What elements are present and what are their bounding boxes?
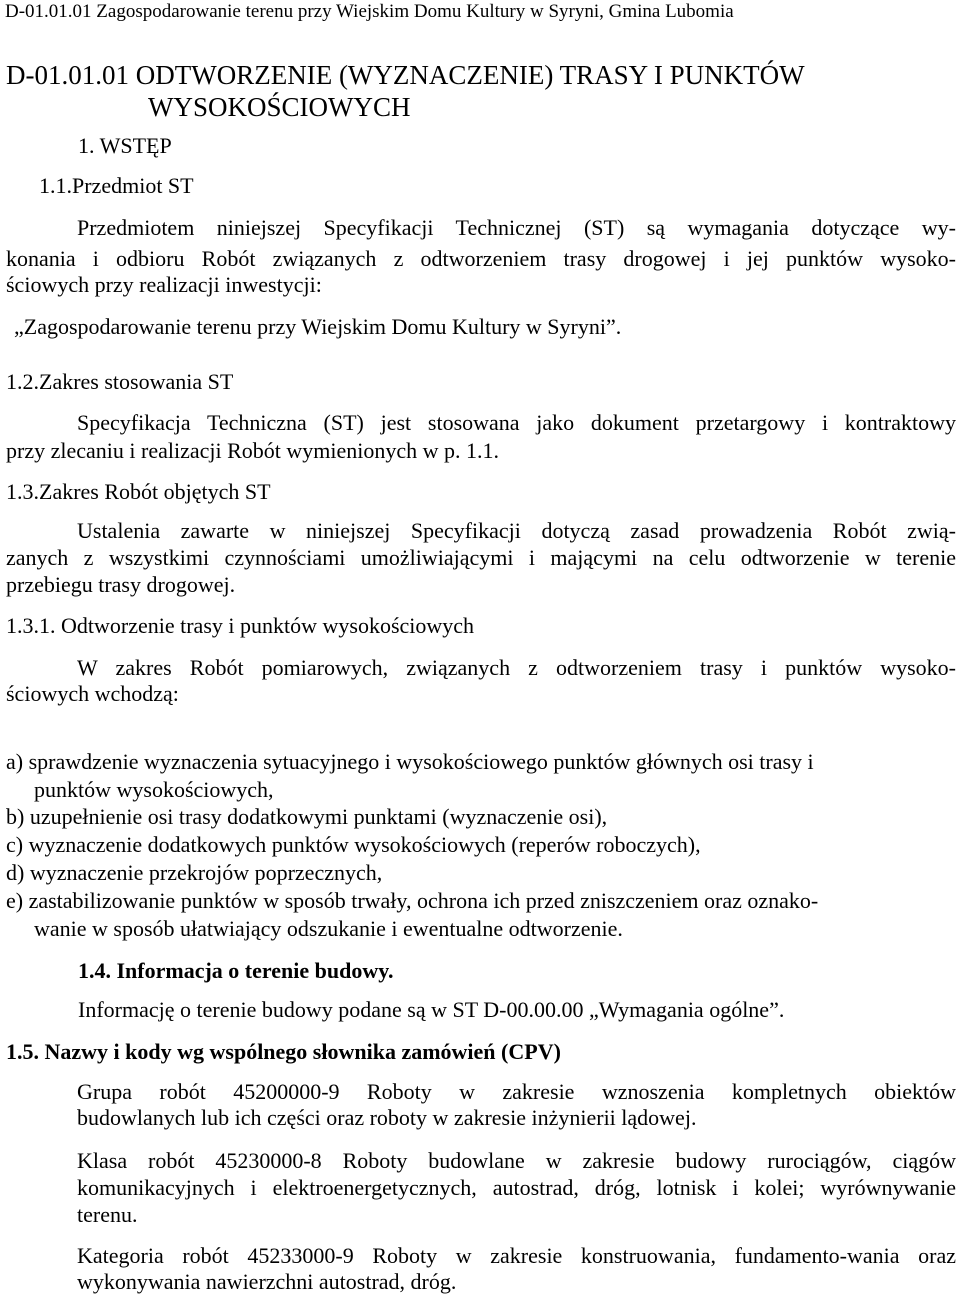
cpv-kategoria-line1: Kategoria robót 45233000-9 Roboty w zakresie konstruowania, fundamento-wania oraz (77, 1243, 956, 1268)
para-1-1-line3: ściowych przy realizacji inwestycji: (6, 272, 322, 297)
para-1-1-line2: konania i odbioru Robót związanych z odtworzeniem trasy drogowej i jej punktów wysoko- (6, 246, 956, 271)
para-1-2-line1: Specyfikacja Techniczna (ST) jest stosowana jako dokument przetargowy i kontraktowy (77, 410, 956, 435)
list-item-a-cont: punktów wysokościowych, (34, 777, 274, 802)
list-item-e: e) zastabilizowanie punktów w sposób trwały, ochrona ich przed zniszczeniem oraz oznako- (6, 888, 819, 913)
para-1-3-1-line2: ściowych wchodzą: (6, 681, 179, 706)
para-1-3-line2: zanych z wszystkimi czynnościami umożliwiającymi i mającymi na celu odtworzenie w terenie (6, 545, 956, 570)
para-1-4: Informację o terenie budowy podane są w ST D-00.00.00 „Wymagania ogólne”. (78, 997, 785, 1022)
para-1-3-line1: Ustalenia zawarte w niniejszej Specyfikacji dotyczą zasad prowadzenia Robót zwią- (77, 518, 956, 543)
heading-1-3-1: 1.3.1. Odtworzenie trasy i punktów wysokościowych (6, 613, 475, 638)
para-1-3-line3: przebiegu trasy drogowej. (6, 572, 236, 597)
list-item-b: b) uzupełnienie osi trasy dodatkowymi punktami (wyznaczenie osi), (6, 804, 608, 829)
heading-1-1: 1.1.Przedmiot ST (39, 173, 194, 198)
list-item-d: d) wyznaczenie przekrojów poprzecznych, (6, 860, 383, 885)
list-item-c: c) wyznaczenie dodatkowych punktów wysokościowych (reperów roboczych), (6, 832, 701, 857)
list-item-e-cont: wanie w sposób ułatwiający odszukanie i ewentualne odtworzenie. (34, 916, 623, 941)
cpv-grupa-line1: Grupa robót 45200000-9 Roboty w zakresie wznoszenia kompletnych obiektów (77, 1079, 956, 1104)
document-title-line1: D-01.01.01 ODTWORZENIE (WYZNACZENIE) TRASY I PUNKTÓW (6, 60, 805, 90)
cpv-klasa-line1: Klasa robót 45230000-8 Roboty budowlane w zakresie budowy rurociągów, ciągów (77, 1148, 956, 1173)
cpv-klasa-line3: terenu. (77, 1202, 138, 1227)
running-header: D-01.01.01 Zagospodarowanie terenu przy Wiejskim Domu Kultury w Syryni, Gmina Lubomia (5, 1, 734, 22)
heading-1-4: 1.4. Informacja o terenie budowy. (78, 958, 394, 983)
cpv-grupa-line2: budowlanych lub ich części oraz roboty w zakresie inżynierii lądowej. (77, 1105, 697, 1130)
para-1-1-line1: Przedmiotem niniejszej Specyfikacji Technicznej (ST) są wymagania dotyczące wy- (77, 215, 956, 240)
list-item-a: a) sprawdzenie wyznaczenia sytuacyjnego i wysokościowego punktów głównych osi trasy i (6, 749, 814, 774)
para-1-2-line2: przy zlecaniu i realizacji Robót wymienionych w p. 1.1. (6, 438, 500, 463)
heading-1-5: 1.5. Nazwy i kody wg wspólnego słownika zamówień (CPV) (6, 1039, 561, 1064)
para-1-3-1-line1: W zakres Robót pomiarowych, związanych z odtworzeniem trasy i punktów wysoko- (77, 655, 956, 680)
cpv-klasa-line2: komunikacyjnych i elektroenergetycznych, autostrad, dróg, lotnisk i kolei; wyrównywanie (77, 1175, 956, 1200)
document-title-line2: WYSOKOŚCIOWYCH (148, 92, 411, 122)
heading-1-2: 1.2.Zakres stosowania ST (6, 369, 234, 394)
investment-name: „Zagospodarowanie terenu przy Wiejskim Domu Kultury w Syryni”. (14, 314, 622, 339)
section-heading-wstep: 1. WSTĘP (78, 133, 172, 158)
cpv-kategoria-line2: wykonywania nawierzchni autostrad, dróg. (77, 1269, 457, 1294)
heading-1-3: 1.3.Zakres Robót objętych ST (6, 479, 271, 504)
